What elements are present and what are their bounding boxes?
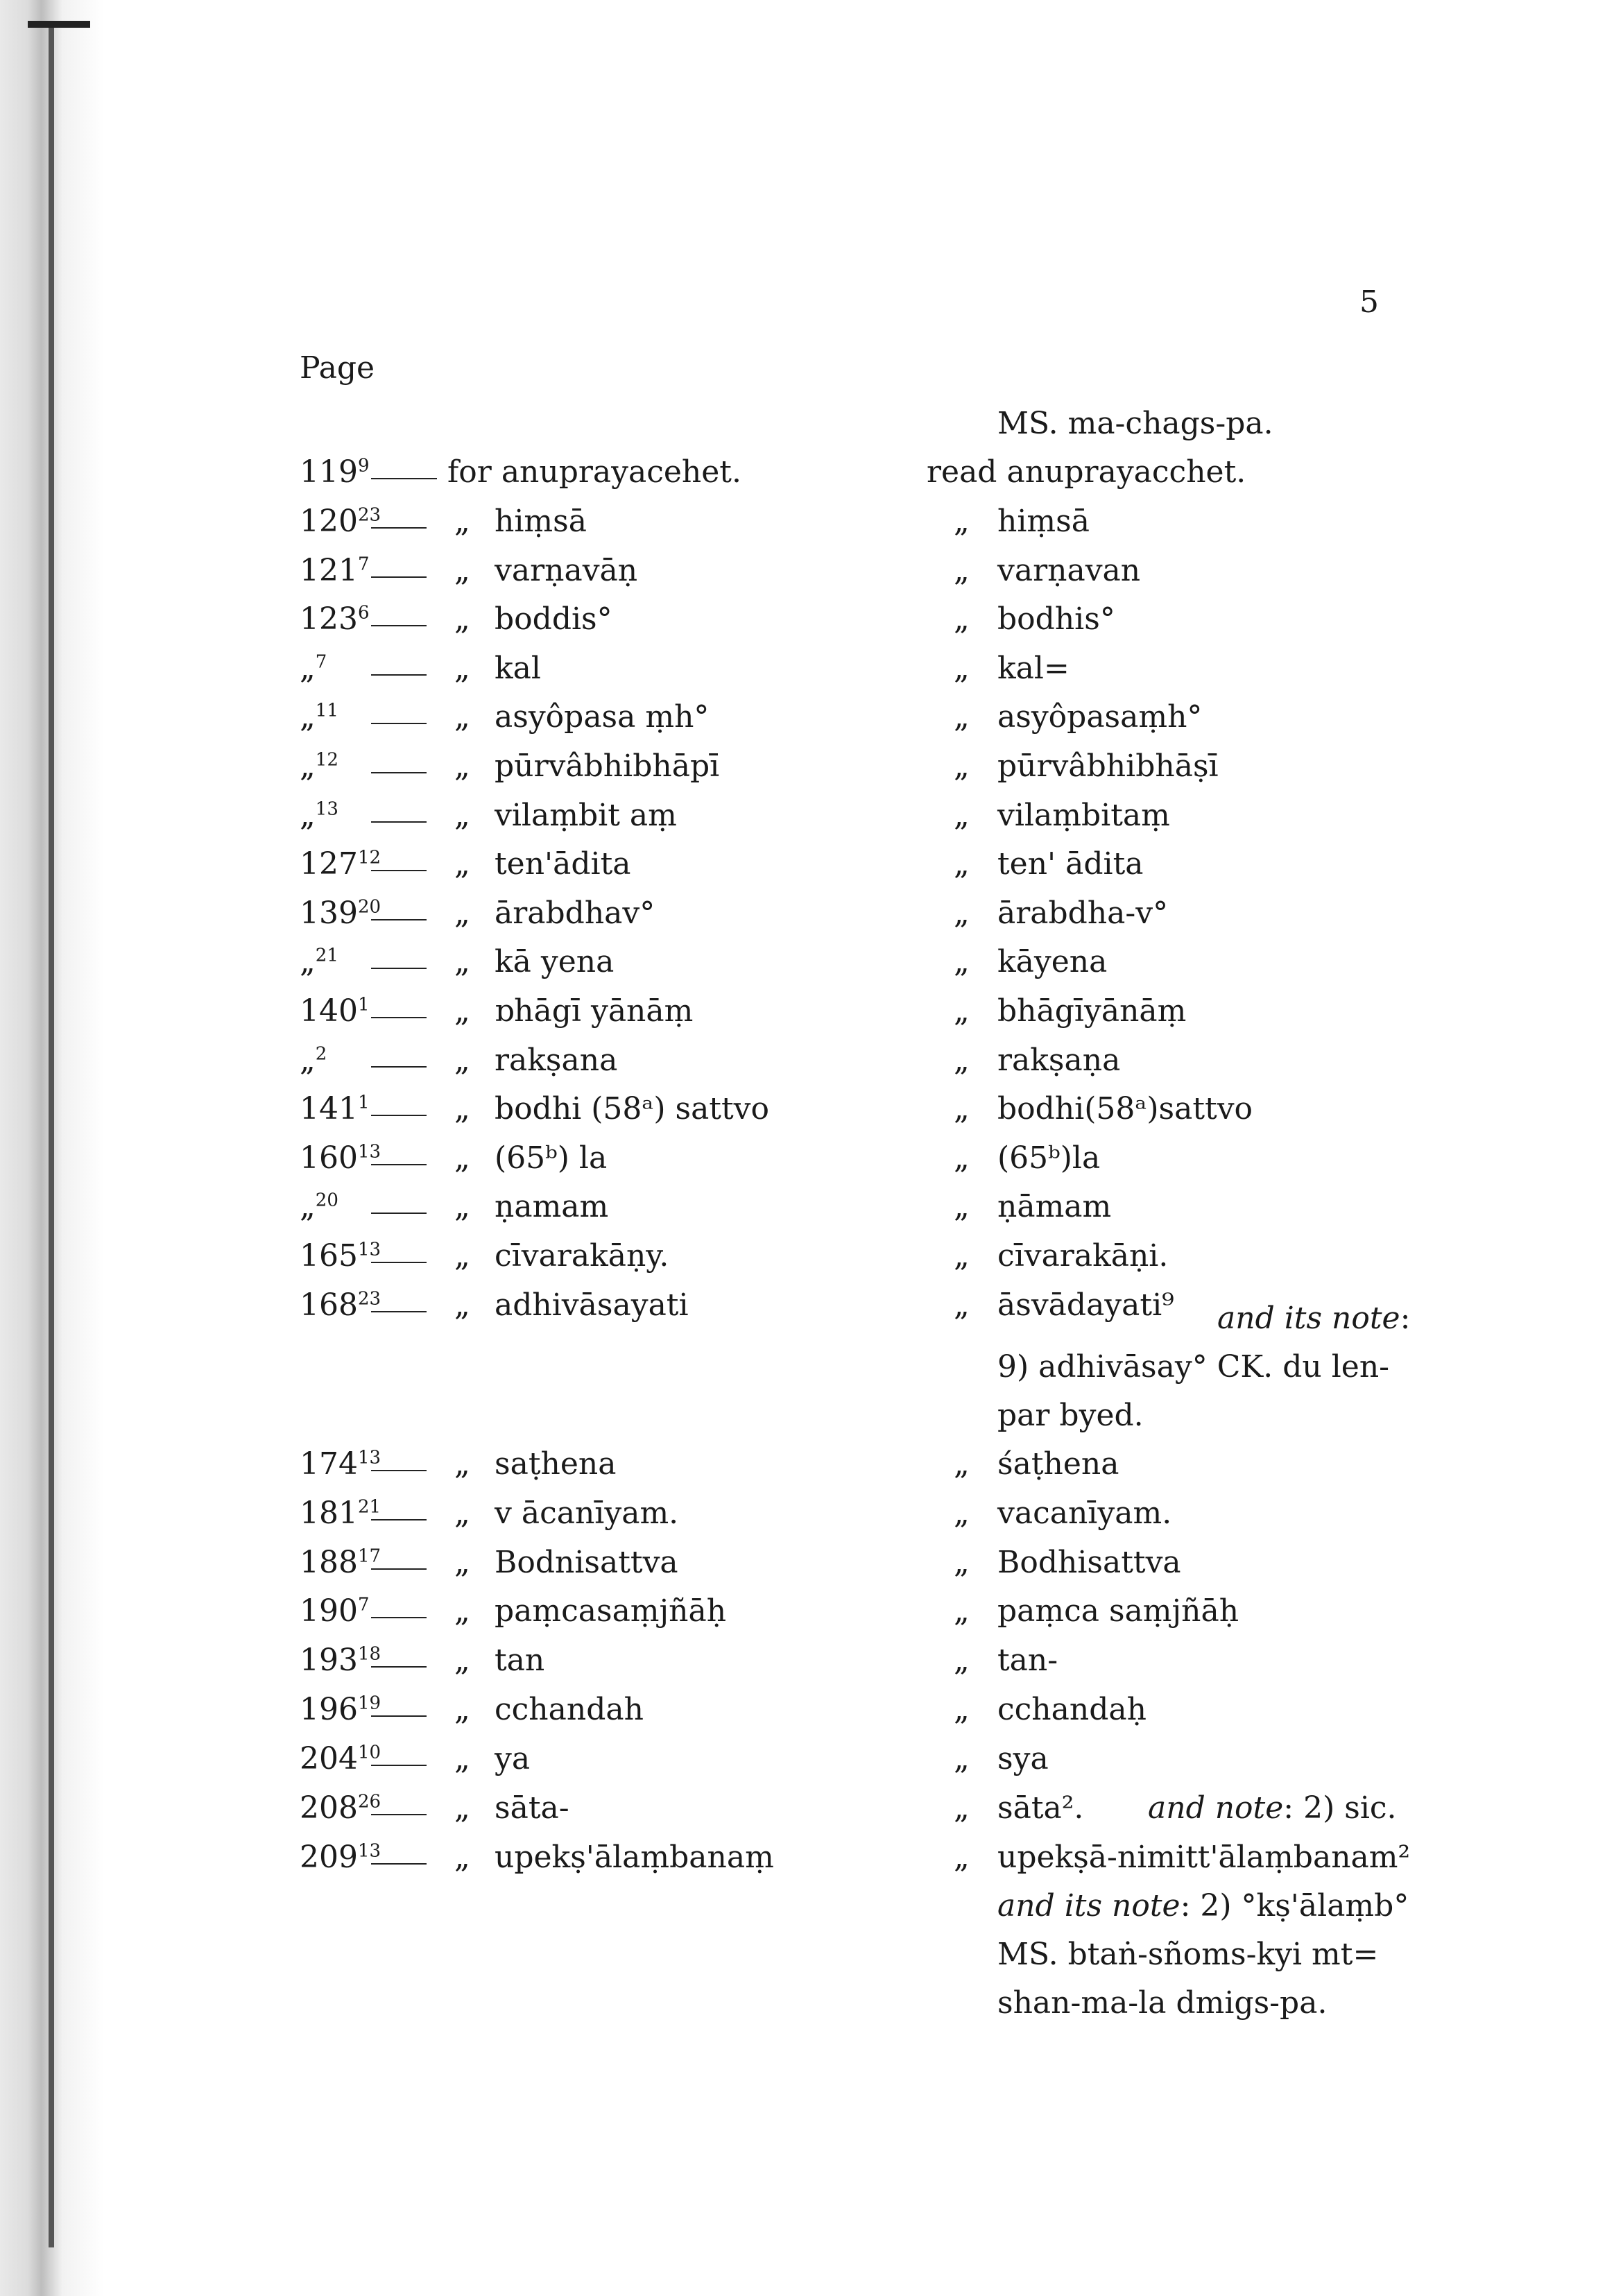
page-ref: $196^{19}$ <box>300 1692 381 1727</box>
errata-row <box>0 1692 1623 1740</box>
note-168-line1-suffix: and its note: <box>1217 1301 1411 1336</box>
ditto-mark: „ <box>454 846 470 882</box>
correct-reading: vilaṃbitaṃ <box>997 797 1170 833</box>
wrong-reading: boddis° <box>495 601 612 637</box>
errata-row <box>0 504 1623 552</box>
errata-row <box>0 1790 1623 1839</box>
ditto-mark: „ <box>954 1840 970 1875</box>
ditto-mark: „ <box>454 650 470 686</box>
ditto-mark: „ <box>954 1091 970 1127</box>
dash <box>371 625 427 626</box>
page-ref: $204^{10}$ <box>300 1740 381 1776</box>
ditto-mark: „ <box>454 1643 470 1679</box>
correct-reading: asyôpasaṃh° <box>997 699 1203 735</box>
dash <box>371 1115 427 1116</box>
page-ref: $165^{13}$ <box>300 1238 381 1274</box>
ditto-mark: „ <box>454 1140 470 1176</box>
ditto-mark: „ <box>454 1790 470 1826</box>
wrong-reading: ya <box>495 1740 531 1776</box>
ditto-mark: „ <box>954 748 970 784</box>
page-ref: „$^{21}$ <box>300 944 338 980</box>
ditto-mark: „ <box>454 552 470 588</box>
ditto-mark: „ <box>454 993 470 1029</box>
page-ref: $188^{17}$ <box>300 1544 381 1580</box>
errata-row <box>0 651 1623 699</box>
note-168-line3: par byed. <box>997 1398 1144 1433</box>
correct-reading: tan- <box>997 1643 1058 1679</box>
ditto-mark: „ <box>454 1495 470 1531</box>
wrong-reading: kal <box>495 650 541 686</box>
dash <box>371 723 427 724</box>
errata-row <box>0 896 1623 944</box>
errata-row <box>0 1840 1623 1888</box>
ditto-mark: „ <box>454 1091 470 1127</box>
page-ref: $193^{18}$ <box>300 1643 381 1679</box>
dash <box>371 772 427 773</box>
errata-row <box>0 601 1623 650</box>
correct-reading: ten' ādita <box>997 846 1144 882</box>
correct-reading: pūrvâbhibhāṣī <box>997 748 1219 784</box>
dash <box>371 674 427 676</box>
correct-reading: sāta². <box>997 1790 1084 1826</box>
ditto-mark: „ <box>954 1643 970 1679</box>
wrong-reading: paṃcasaṃjñāḥ <box>495 1593 727 1629</box>
page-ref: $139^{20}$ <box>300 895 381 931</box>
ditto-mark: „ <box>454 504 470 539</box>
note-209-line3: MS. btaṅ-sñoms-kyi mt= <box>997 1937 1379 1972</box>
errata-row <box>0 1140 1623 1189</box>
wrong-reading: sāta- <box>495 1790 569 1826</box>
page-ref: $127^{12}$ <box>300 846 381 882</box>
dash <box>371 919 427 920</box>
dash <box>371 1017 427 1018</box>
dash <box>371 1066 427 1068</box>
ditto-mark: „ <box>954 552 970 588</box>
page-ref: $190^7$ <box>300 1593 370 1629</box>
page-number: 5 <box>1359 284 1379 320</box>
note-168-line2: 9) adhivāsay° CK. du len- <box>997 1349 1390 1385</box>
dash <box>371 1213 427 1214</box>
ditto-mark: „ <box>954 993 970 1029</box>
page-ref: „$^{20}$ <box>300 1189 338 1225</box>
errata-row <box>0 454 1623 503</box>
ditto-mark: „ <box>454 748 470 784</box>
page-ref: $168^{23}$ <box>300 1287 381 1323</box>
ditto-mark: „ <box>954 1593 970 1629</box>
wrong-reading: v ācanīyam. <box>495 1495 679 1531</box>
note-209-line2: and its note: 2) °kṣ'ālaṃb° <box>997 1888 1409 1924</box>
correct-reading: bodhis° <box>997 601 1115 637</box>
dash <box>371 1311 427 1312</box>
page-ref: $140^1$ <box>300 993 370 1029</box>
page-ref: $209^{13}$ <box>300 1840 381 1875</box>
correct-reading: kal= <box>997 650 1070 686</box>
errata-row <box>0 1446 1623 1495</box>
ditto-mark: „ <box>954 650 970 686</box>
wrong-reading: cchandah <box>495 1692 644 1727</box>
ditto-mark: „ <box>454 601 470 637</box>
ditto-mark: „ <box>454 1446 470 1482</box>
errata-row <box>0 1238 1623 1287</box>
ditto-mark: „ <box>454 944 470 980</box>
correct-reading: āsvādayati⁹ <box>997 1287 1174 1323</box>
wrong-reading: asyôpasa ṃh° <box>495 699 710 735</box>
page-ref: $181^{21}$ <box>300 1495 381 1531</box>
errata-row <box>0 1043 1623 1091</box>
dash <box>371 1164 427 1165</box>
dash <box>371 968 427 969</box>
ditto-mark: „ <box>954 846 970 882</box>
wrong-reading: kā yena <box>495 944 615 980</box>
ditto-mark: „ <box>954 1238 970 1274</box>
ditto-mark: „ <box>954 699 970 735</box>
correct-reading: ṇāmam <box>997 1189 1112 1225</box>
dash <box>371 1519 427 1520</box>
errata-row <box>0 798 1623 846</box>
ditto-mark: „ <box>954 504 970 539</box>
dash <box>371 1863 427 1865</box>
correct-reading: bodhi(58ᵃ)sattvo <box>997 1091 1253 1127</box>
correct-reading: upekṣā-nimitt'ālaṃbanam² <box>997 1840 1411 1875</box>
page-ref: „$^{11}$ <box>300 699 338 735</box>
page-ref: $160^{13}$ <box>300 1140 381 1176</box>
page-ref: $123^6$ <box>300 601 370 637</box>
for-label: for anuprayacehet. <box>447 454 741 490</box>
correct-reading: cchandaḥ <box>997 1692 1147 1727</box>
errata-row <box>0 1496 1623 1544</box>
dash <box>371 1262 427 1263</box>
note-208: and note: 2) sic. <box>1148 1790 1397 1826</box>
ditto-mark: „ <box>954 797 970 833</box>
dash <box>371 870 427 871</box>
page-ref: „$^7$ <box>300 650 327 686</box>
ditto-mark: „ <box>954 1790 970 1826</box>
errata-row <box>0 1643 1623 1691</box>
dash <box>371 576 427 578</box>
dash <box>371 527 427 529</box>
errata-row <box>0 553 1623 601</box>
ditto-mark: „ <box>454 1544 470 1580</box>
correct-reading: sya <box>997 1740 1049 1776</box>
read-label: read anuprayacchet. <box>927 454 1246 490</box>
errata-row <box>0 699 1623 748</box>
correct-reading: varṇavan <box>997 552 1141 588</box>
ditto-mark: „ <box>454 1692 470 1727</box>
correct-reading: Bodhisattva <box>997 1544 1181 1580</box>
page-ref: $208^{26}$ <box>300 1790 381 1826</box>
correct-reading: vacanīyam. <box>997 1495 1172 1531</box>
wrong-reading: pūrvâbhibhāpī <box>495 748 720 784</box>
wrong-reading: hiṃsā <box>495 504 587 539</box>
ditto-mark: „ <box>454 1042 470 1078</box>
dash <box>371 821 427 823</box>
ditto-mark: „ <box>954 1544 970 1580</box>
errata-row <box>0 1189 1623 1237</box>
page-ref: $141^1$ <box>300 1091 370 1127</box>
errata-row <box>0 748 1623 797</box>
wrong-reading: upekṣ'ālaṃbanaṃ <box>495 1840 774 1875</box>
wrong-reading: adhivāsayati <box>495 1287 689 1323</box>
ditto-mark: „ <box>954 1446 970 1482</box>
errata-row <box>0 993 1623 1042</box>
ditto-mark: „ <box>454 1287 470 1323</box>
dash <box>371 1617 427 1618</box>
ditto-mark: „ <box>954 1495 970 1531</box>
ditto-mark: „ <box>954 1042 970 1078</box>
ditto-mark: „ <box>954 944 970 980</box>
wrong-reading: ārabdhav° <box>495 895 655 931</box>
correct-reading: paṃca saṃjñāḥ <box>997 1593 1239 1629</box>
wrong-reading: vilaṃbit aṃ <box>495 797 677 833</box>
note-209-line4: shan-ma-la dmigs-pa. <box>997 1985 1328 2021</box>
errata-row <box>0 1741 1623 1790</box>
dash <box>371 1470 427 1471</box>
dash <box>371 1715 427 1717</box>
dash <box>371 1568 427 1570</box>
wrong-reading: rakṣana <box>495 1042 618 1078</box>
ditto-mark: „ <box>454 895 470 931</box>
ditto-mark: „ <box>454 1238 470 1274</box>
correct-reading: kāyena <box>997 944 1108 980</box>
correct-reading: cīvarakāṇi. <box>997 1238 1169 1274</box>
errata-row <box>0 846 1623 895</box>
page-ref: $174^{13}$ <box>300 1446 381 1482</box>
ditto-mark: „ <box>954 1287 970 1323</box>
correct-reading: bhāgīyānāṃ <box>997 993 1187 1029</box>
ditto-mark: „ <box>454 1740 470 1776</box>
errata-row <box>0 944 1623 993</box>
wrong-reading: saṭhena <box>495 1446 617 1482</box>
ditto-mark: „ <box>954 601 970 637</box>
wrong-reading: ṇamam <box>495 1189 609 1225</box>
wrong-reading: varṇavāṇ <box>495 552 638 588</box>
wrong-reading: ten'ādita <box>495 846 631 882</box>
page-column-heading: Page <box>300 350 375 386</box>
ditto-mark: „ <box>454 699 470 735</box>
ditto-mark: „ <box>954 1740 970 1776</box>
ditto-mark: „ <box>954 1140 970 1176</box>
ditto-mark: „ <box>954 1189 970 1225</box>
wrong-reading: bodhi (58ᵃ) sattvo <box>495 1091 770 1127</box>
correct-reading: ārabdha-v° <box>997 895 1169 931</box>
correct-reading: śaṭhena <box>997 1446 1119 1482</box>
page-ref: $120^{23}$ <box>300 504 381 539</box>
errata-row <box>0 1593 1623 1642</box>
spine-cap-mark <box>28 21 90 28</box>
page-ref: „$^{13}$ <box>300 797 338 833</box>
dash <box>371 478 437 479</box>
dash <box>371 1666 427 1668</box>
errata-row <box>0 1091 1623 1140</box>
dash <box>371 1814 427 1815</box>
page-ref: „$^{12}$ <box>300 748 338 784</box>
wrong-reading: cīvarakāṇy. <box>495 1238 669 1274</box>
ditto-mark: „ <box>454 797 470 833</box>
correct-reading: rakṣaṇa <box>997 1042 1121 1078</box>
ditto-mark: „ <box>454 1840 470 1875</box>
ditto-mark: „ <box>454 1189 470 1225</box>
dash <box>371 1765 427 1766</box>
page-ref: $121^7$ <box>300 552 370 588</box>
ms-note-top: MS. ma-chags-pa. <box>997 406 1273 441</box>
ditto-mark: „ <box>954 1692 970 1727</box>
page-ref: „$^2$ <box>300 1042 327 1078</box>
wrong-reading: (65ᵇ) la <box>495 1140 608 1176</box>
and-its-note: and its note <box>1217 1301 1400 1336</box>
page-ref: $119^9$ <box>300 454 370 490</box>
wrong-reading: ɒhāgī yānāṃ <box>495 993 694 1029</box>
ditto-mark: „ <box>454 1593 470 1629</box>
correct-reading: (65ᵇ)la <box>997 1140 1101 1176</box>
wrong-reading: Bodnisattva <box>495 1544 678 1580</box>
errata-row <box>0 1545 1623 1593</box>
correct-reading: hiṃsā <box>997 504 1090 539</box>
ditto-mark: „ <box>954 895 970 931</box>
wrong-reading: tan <box>495 1643 545 1679</box>
